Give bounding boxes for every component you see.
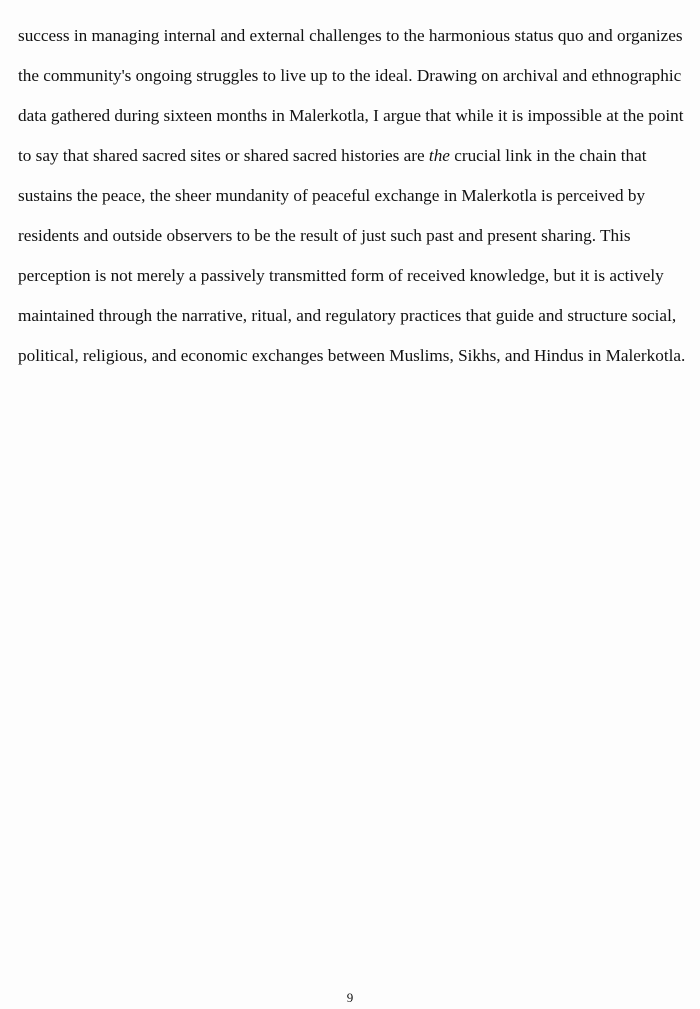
text-line — [18, 144, 690, 184]
text-line: maintained through the narrative, ritual, and regulatory practices that guide and structure social, — [18, 306, 677, 325]
text-line: perception is not merely a passively transmitted form of received knowledge, but it is actively — [18, 266, 664, 285]
text-line: data gathered during sixteen months in Malerkotla, I argue that while it is impossible at the point — [18, 106, 684, 125]
text-segment: to say that shared sacred sites or shared sacred histories are — [18, 146, 429, 165]
text-line: residents and outside observers to be the result of just such past and present sharing. This — [18, 226, 631, 245]
page-number: 9 — [346, 990, 354, 1005]
text-line: the community's ongoing struggles to live up to the ideal. Drawing on archival and ethnographic — [18, 66, 682, 85]
text-line: success in managing internal and external challenges to the harmonious status quo and organizes — [18, 26, 683, 45]
text-line: political, religious, and economic exchanges between Muslims, Sikhs, and Hindus in Malerkotla. — [18, 346, 686, 365]
emphasized-word: the — [428, 146, 450, 165]
body-paragraph — [18, 24, 690, 384]
text-segment: crucial link in the chain that — [449, 146, 647, 165]
text-line: sustains the peace, the sheer mundanity of peaceful exchange in Malerkotla is perceived by — [18, 186, 646, 205]
